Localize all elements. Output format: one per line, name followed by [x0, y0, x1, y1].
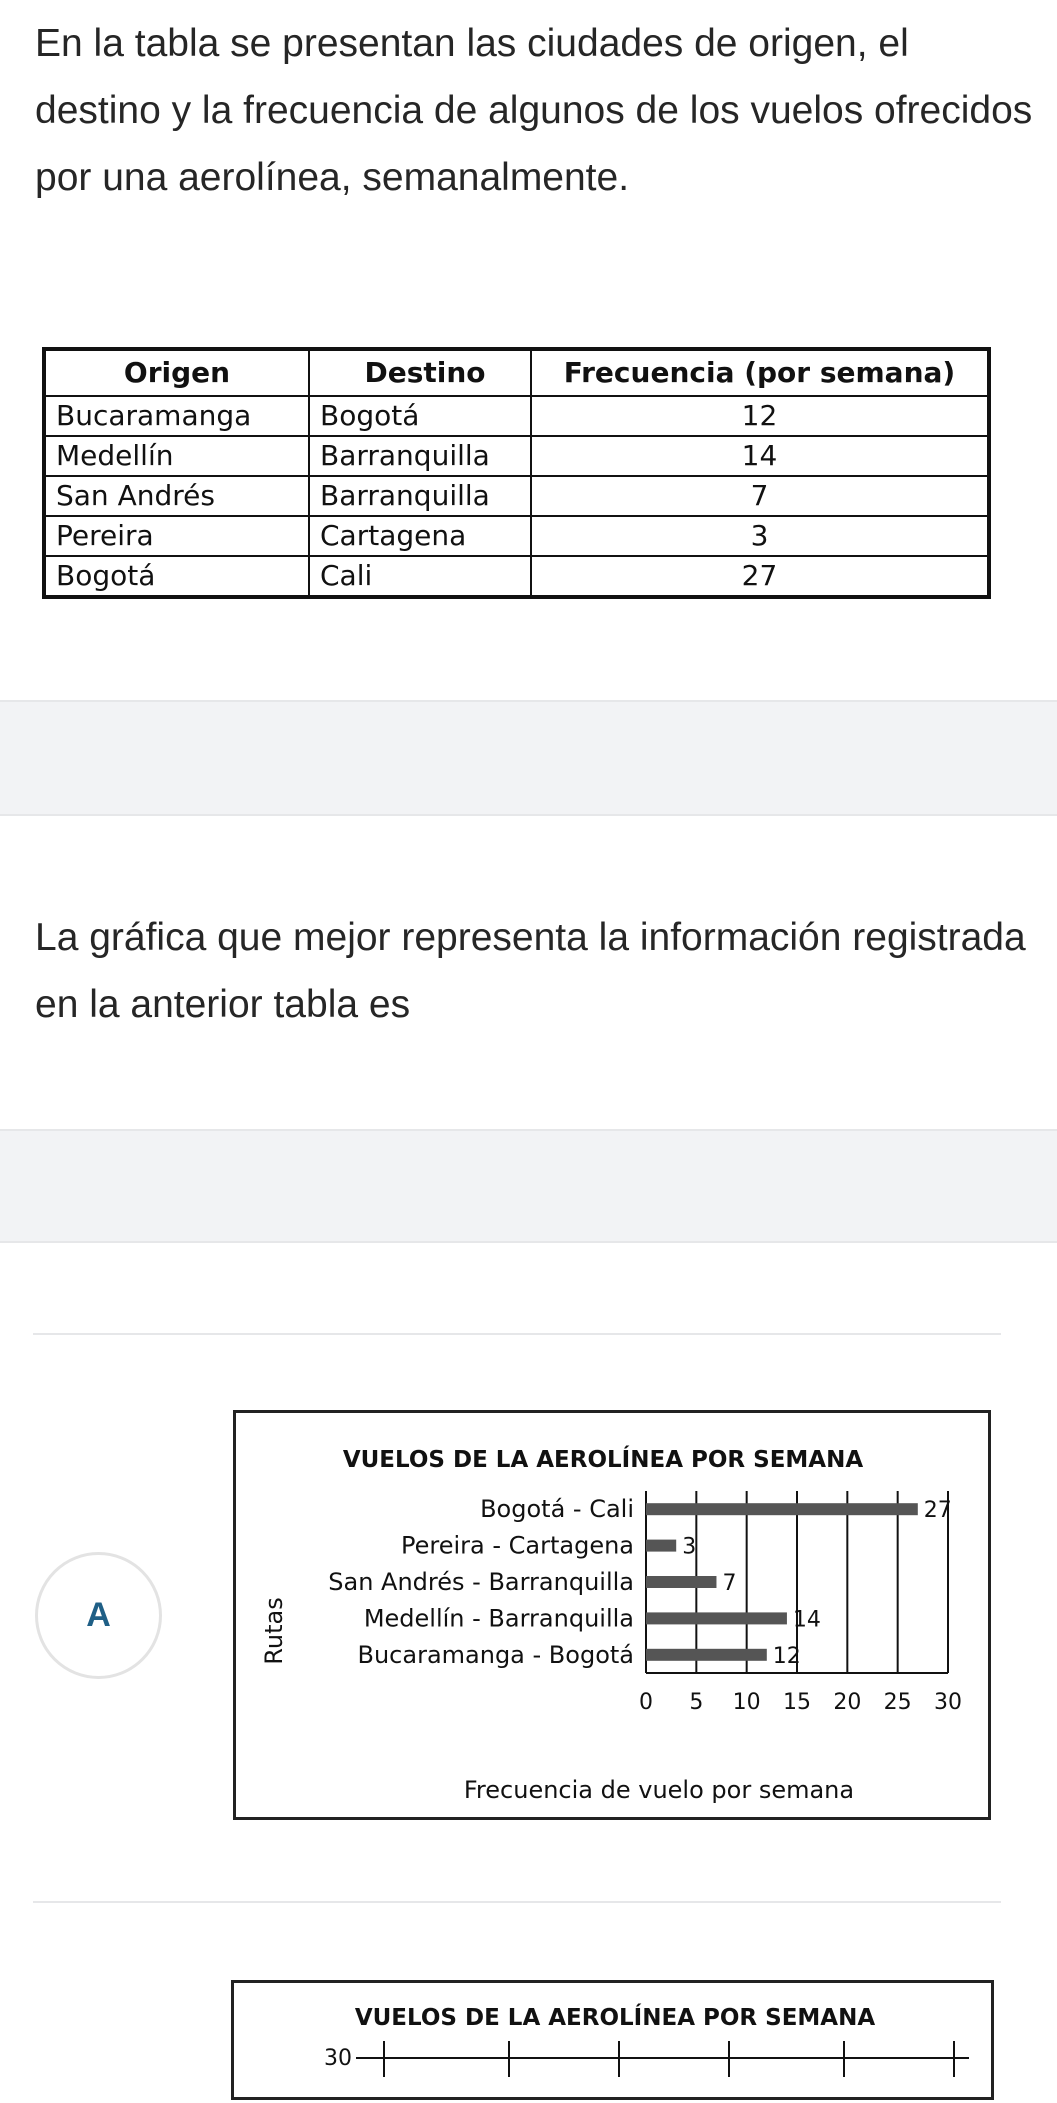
divider: [0, 1241, 1057, 1243]
bar: [646, 1576, 716, 1588]
bar: [646, 1503, 918, 1515]
category-label: San Andrés - Barranquilla: [328, 1568, 634, 1596]
question-text: La gráfica que mejor representa la información registrada en la anterior tabla es: [35, 916, 1026, 1026]
option-a-chart[interactable]: [233, 1410, 991, 1820]
table-row: [44, 556, 989, 597]
flights-table: [42, 347, 991, 599]
option-a-letter: A: [86, 1596, 111, 1634]
cell-frecuencia: 3: [531, 516, 989, 556]
cell-origen: Bucaramanga: [44, 396, 309, 436]
x-tick-label: 20: [833, 1690, 862, 1715]
header-origen: Origen: [44, 349, 309, 396]
x-tick-label: 5: [689, 1690, 704, 1715]
header-frecuencia: Frecuencia (por semana): [531, 349, 989, 396]
cell-origen: Pereira: [44, 516, 309, 556]
category-label: Pereira - Cartagena: [400, 1531, 634, 1560]
bar: [646, 1612, 787, 1624]
table-row: [44, 436, 989, 476]
x-tick-label: 25: [883, 1690, 912, 1715]
data-label: 12: [772, 1643, 801, 1669]
option-b-chart-svg: [234, 1983, 997, 2103]
table-header-row: [44, 349, 989, 396]
cell-origen: San Andrés: [44, 476, 309, 516]
category-label: Medellín - Barranquilla: [363, 1604, 634, 1633]
category-label: Bucaramanga - Bogotá: [357, 1640, 634, 1669]
separator-band: [0, 702, 1057, 814]
bar: [646, 1540, 676, 1552]
x-tick-label: 15: [783, 1690, 811, 1715]
bar: [646, 1649, 767, 1661]
option-a-chart-svg: [236, 1413, 994, 1823]
cell-destino: Barranquilla: [309, 476, 531, 516]
cell-frecuencia: 7: [531, 476, 989, 516]
table-row: [44, 396, 989, 436]
chart-title: VUELOS DE LA AEROLÍNEA POR SEMANA: [354, 2005, 876, 2031]
cell-origen: Bogotá: [44, 556, 309, 597]
header-destino: Destino: [309, 349, 531, 396]
category-label: Bogotá - Cali: [480, 1495, 634, 1524]
x-tick-label: 30: [934, 1690, 962, 1715]
x-axis-label: Frecuencia de vuelo por semana: [463, 1776, 855, 1804]
cell-destino: Barranquilla: [309, 436, 531, 476]
y-tick-label: 30: [324, 2046, 352, 2071]
chart-title: VUELOS DE LA AEROLÍNEA POR SEMANA: [342, 1447, 864, 1473]
option-divider: [33, 1333, 1001, 1335]
separator-band: [0, 1131, 1057, 1241]
option-a-button[interactable]: [35, 1552, 162, 1679]
table-row: [44, 516, 989, 556]
data-label: 27: [923, 1498, 952, 1524]
x-tick-label: 0: [639, 1690, 653, 1715]
cell-frecuencia: 14: [531, 436, 989, 476]
data-label: 3: [682, 1534, 697, 1560]
data-label: 7: [722, 1571, 737, 1596]
y-axis-label: Rutas: [260, 1597, 288, 1665]
option-b-chart[interactable]: [231, 1980, 994, 2100]
data-label: 14: [792, 1607, 821, 1633]
cell-frecuencia: 12: [531, 396, 989, 436]
cell-destino: Cali: [309, 556, 531, 597]
option-divider: [33, 1901, 1001, 1903]
cell-origen: Medellín: [44, 436, 309, 476]
cell-destino: Bogotá: [309, 396, 531, 436]
intro-text: En la tabla se presentan las ciudades de origen, el destino y la frecuencia de algunos de los vuelos ofrecidos por una aerolínea, semanalmente.: [35, 22, 1033, 199]
x-tick-label: 10: [732, 1690, 761, 1715]
divider: [0, 814, 1057, 816]
cell-destino: Cartagena: [309, 516, 531, 556]
table-row: [44, 476, 989, 516]
cell-frecuencia: 27: [531, 556, 989, 597]
